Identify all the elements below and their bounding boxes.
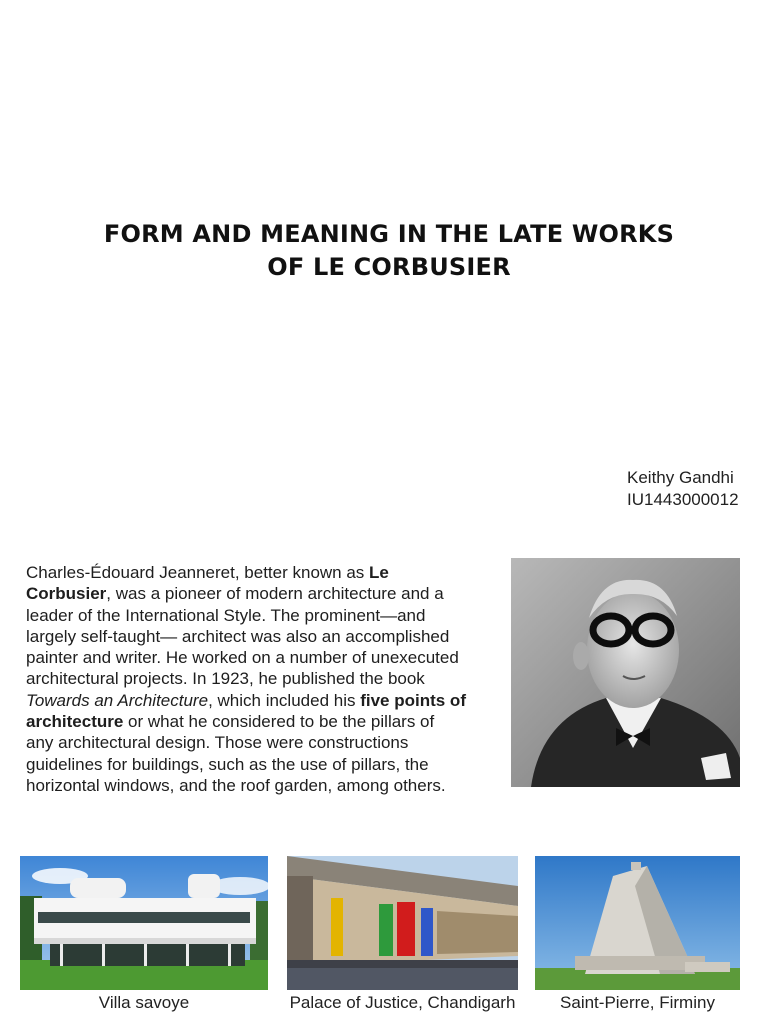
bio-five-points-bold: five points of architecture — [26, 690, 466, 732]
villa-savoye-photo — [20, 856, 268, 990]
author-id: IU1443000012 — [627, 490, 739, 509]
document-title — [0, 218, 768, 284]
saint-pierre-firminy-photo — [535, 856, 740, 990]
author-block — [627, 467, 739, 511]
bio-text: Charles-Édouard Jeanneret, better known as — [26, 563, 370, 582]
biography-paragraph — [26, 562, 466, 796]
palace-of-justice-photo — [287, 856, 518, 990]
title-line-2: OF LE CORBUSIER — [267, 253, 511, 281]
bio-book-title: Towards an Architecture — [26, 690, 209, 710]
palace-of-justice-caption: Palace of Justice, Chandigarh — [289, 993, 516, 1012]
le-corbusier-portrait — [511, 558, 740, 787]
saint-pierre-caption: Saint-Pierre, Firminy — [560, 993, 715, 1012]
villa-savoye-caption: Villa savoye — [98, 993, 190, 1012]
bio-text: , which included his — [208, 690, 361, 710]
bio-text: or what he considered to be the pillars of any architectural design. Those were constructions guidelines for buildings, such as the use of pillars, the horizontal windows, and the roof garden, among others. — [26, 712, 446, 795]
bio-name-bold: Le Corbusier — [26, 563, 389, 604]
title-line-1: FORM AND MEANING IN THE LATE WORKS — [103, 220, 675, 248]
bio-text: , was a pioneer of modern architecture and a leader of the International Style. The prominent—and largely self-taught— architect was also an accomplished painter and writer. He worked on a number of unexecuted architectural projects. In 1923, he published the book — [26, 584, 459, 689]
author-name: Keithy Gandhi — [627, 468, 734, 487]
